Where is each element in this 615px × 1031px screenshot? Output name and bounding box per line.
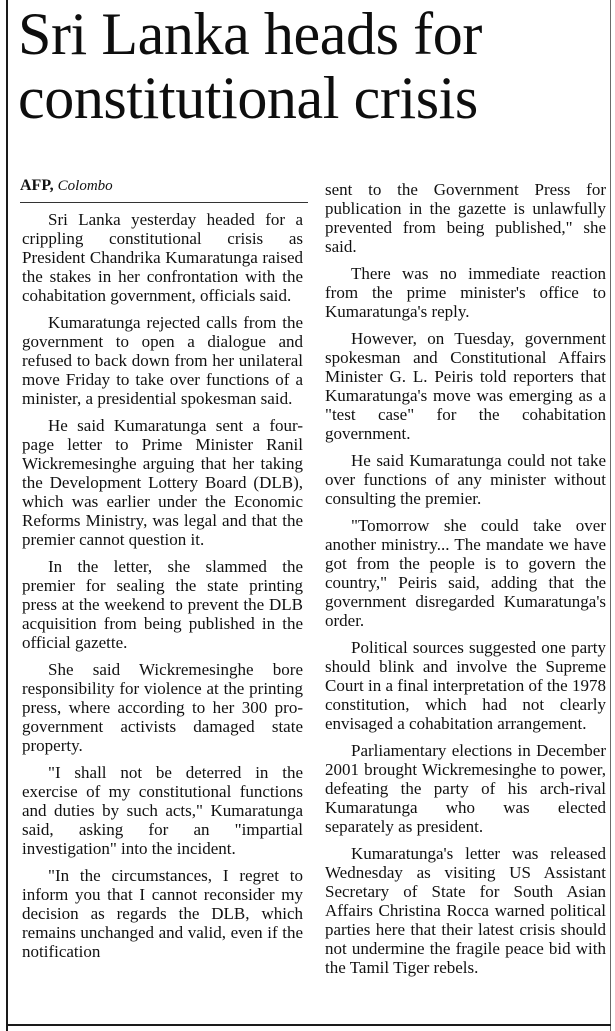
paragraph: She said Wickremesinghe bore responsibility for violence at the printing press, where according to her 300 pro-government activists damaged state property.	[22, 660, 303, 755]
article-column-left	[22, 210, 303, 969]
headline: Sri Lanka heads for constitutional crisis	[18, 1, 482, 131]
paragraph: He said Kumaratunga could not take over functions of any minister without consulting the premier.	[325, 451, 606, 508]
left-border-rule	[6, 0, 8, 1031]
right-border-rule	[610, 0, 611, 1031]
byline-divider	[20, 202, 308, 203]
paragraph: He said Kumaratunga sent a four-page letter to Prime Minister Ranil Wickremesinghe arguing that her taking the Development Lottery Board (DLB), which was earlier under the Economic Reforms Ministry, was legal and that the premier cannot question it.	[22, 416, 303, 549]
bottom-border-rule	[6, 1024, 611, 1026]
paragraph: Kumaratunga's letter was released Wednesday as visiting US Assistant Secretary of State for South Asian Affairs Christina Rocca warned political parties here that their latest crisis should not undermine the fragile peace bid with the Tamil Tiger rebels.	[325, 844, 606, 977]
paragraph-continuation: sent to the Government Press for publication in the gazette is unlawfully prevented from being published," she said.	[325, 180, 606, 256]
paragraph: There was no immediate reaction from the prime minister's office to Kumaratunga's reply.	[325, 264, 606, 321]
paragraph: Political sources suggested one party should blink and involve the Supreme Court in a final interpretation of the 1978 constitution, which had not clearly envisaged a cohabitation arrangement.	[325, 638, 606, 733]
byline-agency: AFP,	[20, 177, 54, 194]
paragraph: Parliamentary elections in December 2001 brought Wickremesinghe to power, defeating the party of his arch-rival Kumaratunga who was elected separately as president.	[325, 741, 606, 836]
paragraph-continued: "In the circumstances, I regret to inform you that I cannot reconsider my decision as regards the DLB, which remains unchanged and valid, even if the notification	[22, 866, 303, 961]
paragraph: Kumaratunga rejected calls from the government to open a dialogue and refused to back down from her unilateral move Friday to take over functions of a minister, a presidential spokesman said.	[22, 313, 303, 408]
paragraph: Sri Lanka yesterday headed for a crippling constitutional crisis as President Chandrika Kumaratunga raised the stakes in her confrontation with the cohabitation government, officials said.	[22, 210, 303, 305]
byline	[20, 176, 113, 196]
byline-place: Colombo	[57, 178, 113, 194]
paragraph: "I shall not be deterred in the exercise of my constitutional functions and duties by such acts," Kumaratunga said, asking for an "impartial investigation" into the incident.	[22, 763, 303, 858]
paragraph: In the letter, she slammed the premier for sealing the state printing press at the weekend to prevent the DLB acquisition from being published in the official gazette.	[22, 557, 303, 652]
paragraph: "Tomorrow she could take over another ministry... The mandate we have got from the people is to govern the country," Peiris said, adding that the government disregarded Kumaratunga's order.	[325, 516, 606, 630]
paragraph: However, on Tuesday, government spokesman and Constitutional Affairs Minister G. L. Peiris told reporters that Kumaratunga's move was emerging as a "test case" for the cohabitation government.	[325, 329, 606, 443]
article-column-right	[325, 180, 606, 985]
